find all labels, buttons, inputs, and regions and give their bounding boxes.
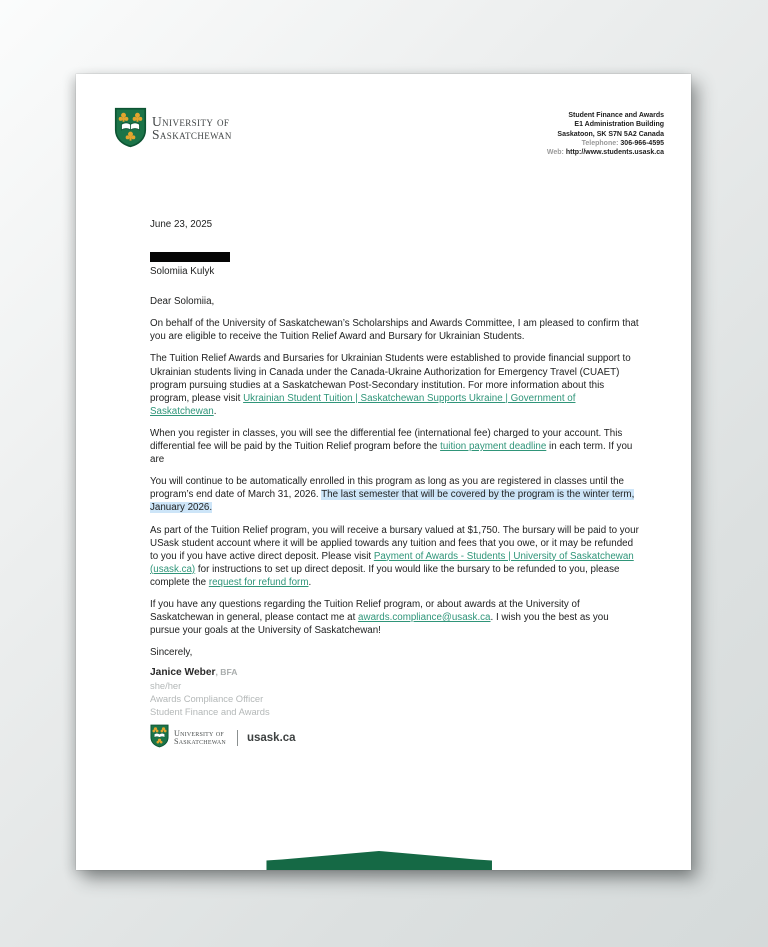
signature-credential: , BFA [215,667,238,678]
inline-link[interactable]: request for refund form [208,576,309,588]
usask-shield-icon-small [150,724,169,752]
letter-page [76,74,691,870]
text-run: in each term. If you are [150,441,633,466]
footer-logo [150,724,641,752]
university-logo [114,107,232,148]
text-run: for instructions to set up direct deposit. If you would like the bursary to be refunded to you, please complete the [150,563,620,588]
recipient-name: Solomiia Kulyk [150,266,215,278]
text-run: If you have any questions regarding the Tuition Relief program, or about awards at the University of Saskatchewan in general, please contact me at [150,598,580,624]
contact-block [547,111,664,157]
highlighted-text: The last semester that will be covered by the program is the winter term, January 2026. [150,489,635,514]
text-run: . [308,576,312,588]
contact-building: E1 Administration Building [574,121,664,129]
text-run: . [213,405,217,417]
redacted-address-bar [150,252,230,262]
text-run: You will continue to be automatically enrolled in this program as long as you are registered in classes until the program’s end date of March 31, 2026. [150,476,624,501]
paragraph-bursary [150,524,641,589]
contact-address: Saskatoon, SK S7N 5A2 Canada [557,130,664,138]
footer-wordmark: University of Saskatchewan [174,729,226,747]
text-run: When you register in classes, you will see the differential fee (international fee) charged to your account. This differential fee will be paid by the Tuition Relief program before the [150,427,623,453]
closing: Sincerely, [150,647,193,659]
university-wordmark: University of Saskatchewan [152,113,232,142]
footer-domain: usask.ca [246,731,296,744]
contact-telephone: Telephone: 306-966-4595 [581,139,664,147]
inline-link[interactable]: tuition payment deadline [440,441,547,453]
contact-dept: Student Finance and Awards [568,112,664,119]
signature-department: Student Finance and Awards [150,706,270,718]
footer-divider [237,730,238,746]
signature-pronouns: she/her [150,680,182,692]
salutation: Dear Solomiia, [150,296,215,308]
text-run: On behalf of the University of Saskatchewan’s Scholarships and Awards Committee, I am pleased to confirm that you are eligible to receive the Tuition Relief Award and Bursary for Ukrainian Students. [150,318,639,343]
contact-web-url: http://www.students.usask.ca [565,149,664,157]
bottom-green-chevron [266,851,492,870]
text-run: As part of the Tuition Relief program, you will receive a bursary valued at $1,750. The bursary will be paid to your USask student account where it will be applied towards any tuition and fees that you owe, or it may be refunded to you if you have active direct deposit. Please visit [150,524,639,562]
text-run: The Tuition Relief Awards and Bursaries for Ukrainian Students were established to provide financial support to Ukrainian students living in Canada under the Canada-Ukraine Authorization for Emergency Travel (CUAET) program pursuing studies at a Saskatchewan Post-Secondary institution. For more information about this program, please visit [150,353,631,404]
letter-body [150,218,641,753]
letter-date: June 23, 2025 [150,219,213,230]
signature-title: Awards Compliance Officer [150,693,264,705]
inline-link[interactable]: Payment of Awards - Students | University of Saskatchewan (usask.ca) [150,550,634,575]
signature-name-line [150,666,641,679]
text-run: . I wish you the best as you pursue your goals at the University of Saskatchewan! [150,612,609,637]
paragraph-enrollment-end [150,475,641,514]
paragraph-eligibility [150,317,641,343]
inline-link[interactable]: Ukrainian Student Tuition | Saskatchewan Supports Ukraine | Government of Saskatchewan [150,392,576,417]
contact-web: Web: http://www.students.usask.ca [546,149,664,157]
paragraph-differential-fee [150,427,641,466]
inline-link[interactable]: awards.compliance@usask.ca [358,612,491,624]
usask-shield-icon [114,107,147,148]
paragraph-program-background [150,352,641,417]
paragraph-questions [150,598,641,637]
signature-name: Janice Weber [150,667,216,679]
signature-block [150,666,641,718]
